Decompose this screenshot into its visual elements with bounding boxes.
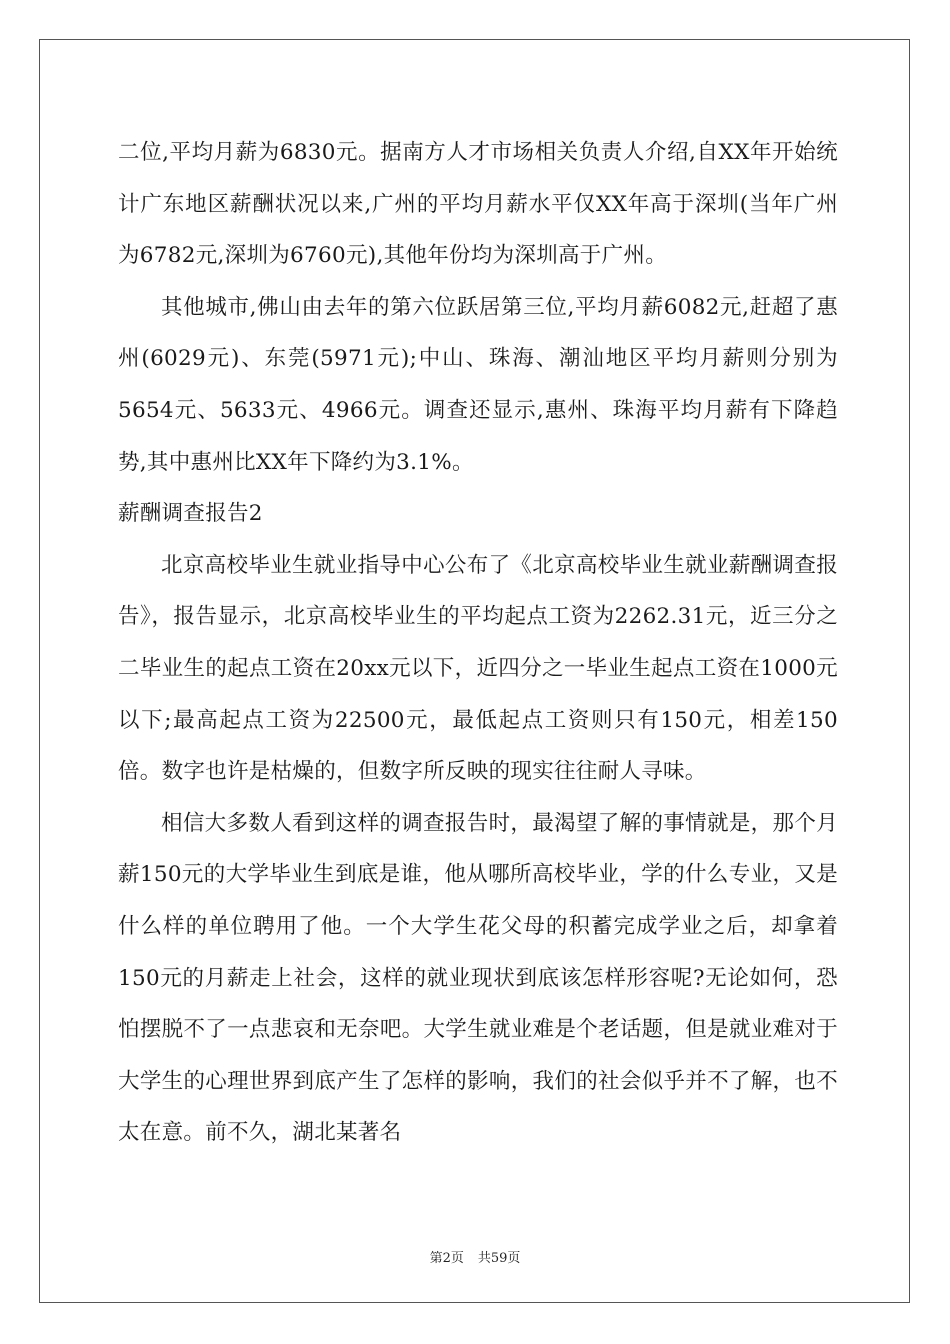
section-heading: 薪酬调查报告2 bbox=[118, 501, 263, 527]
paragraph-2: 其他城市,佛山由去年的第六位跃居第三位,平均月薪6082元,赶超了惠州(6029元)、东莞(5971元);中山、珠海、潮汕地区平均月薪则分别为5654元、5633元、4966元。调查还显示,惠州、珠海平均月薪有下降趋势,其中惠州比XX年下降约为3.1%。 bbox=[118, 294, 838, 475]
page-number: 第2页 bbox=[429, 1251, 464, 1266]
document-body bbox=[118, 127, 838, 1159]
paragraph-3: 北京高校毕业生就业指导中心公布了《北京高校毕业生就业薪酬调查报告》，报告显示，北京高校毕业生的平均起点工资为2262.31元，近三分之二毕业生的起点工资在20xx元以下，近四分之一毕业生起点工资在1000元以下;最高起点工资为22500元，最低起点工资则只有150元，相差150倍。数字也许是枯燥的，但数字所反映的现实往往耐人寻味。 bbox=[118, 552, 838, 785]
paragraph-1: 二位,平均月薪为6830元。据南方人才市场相关负责人介绍,自XX年开始统计广东地区薪酬状况以来,广州的平均月薪水平仅XX年高于深圳(当年广州为6782元,深圳为6760元),其他年份均为深圳高于广州。 bbox=[118, 140, 838, 269]
page-footer bbox=[0, 1247, 950, 1266]
page-total: 共59页 bbox=[477, 1251, 521, 1266]
paragraph-4: 相信大多数人看到这样的调查报告时，最渴望了解的事情就是，那个月薪150元的大学毕业生到底是谁，他从哪所高校毕业，学的什么专业，又是什么样的单位聘用了他。一个大学生花父母的积蓄完成学业之后，却拿着150元的月薪走上社会，这样的就业现状到底该怎样形容呢?无论如何，恐怕摆脱不了一点悲哀和无奈吧。大学生就业难是个老话题，但是就业难对于大学生的心理世界到底产生了怎样的影响，我们的社会似乎并不了解，也不太在意。前不久，湖北某著名 bbox=[118, 810, 838, 1146]
